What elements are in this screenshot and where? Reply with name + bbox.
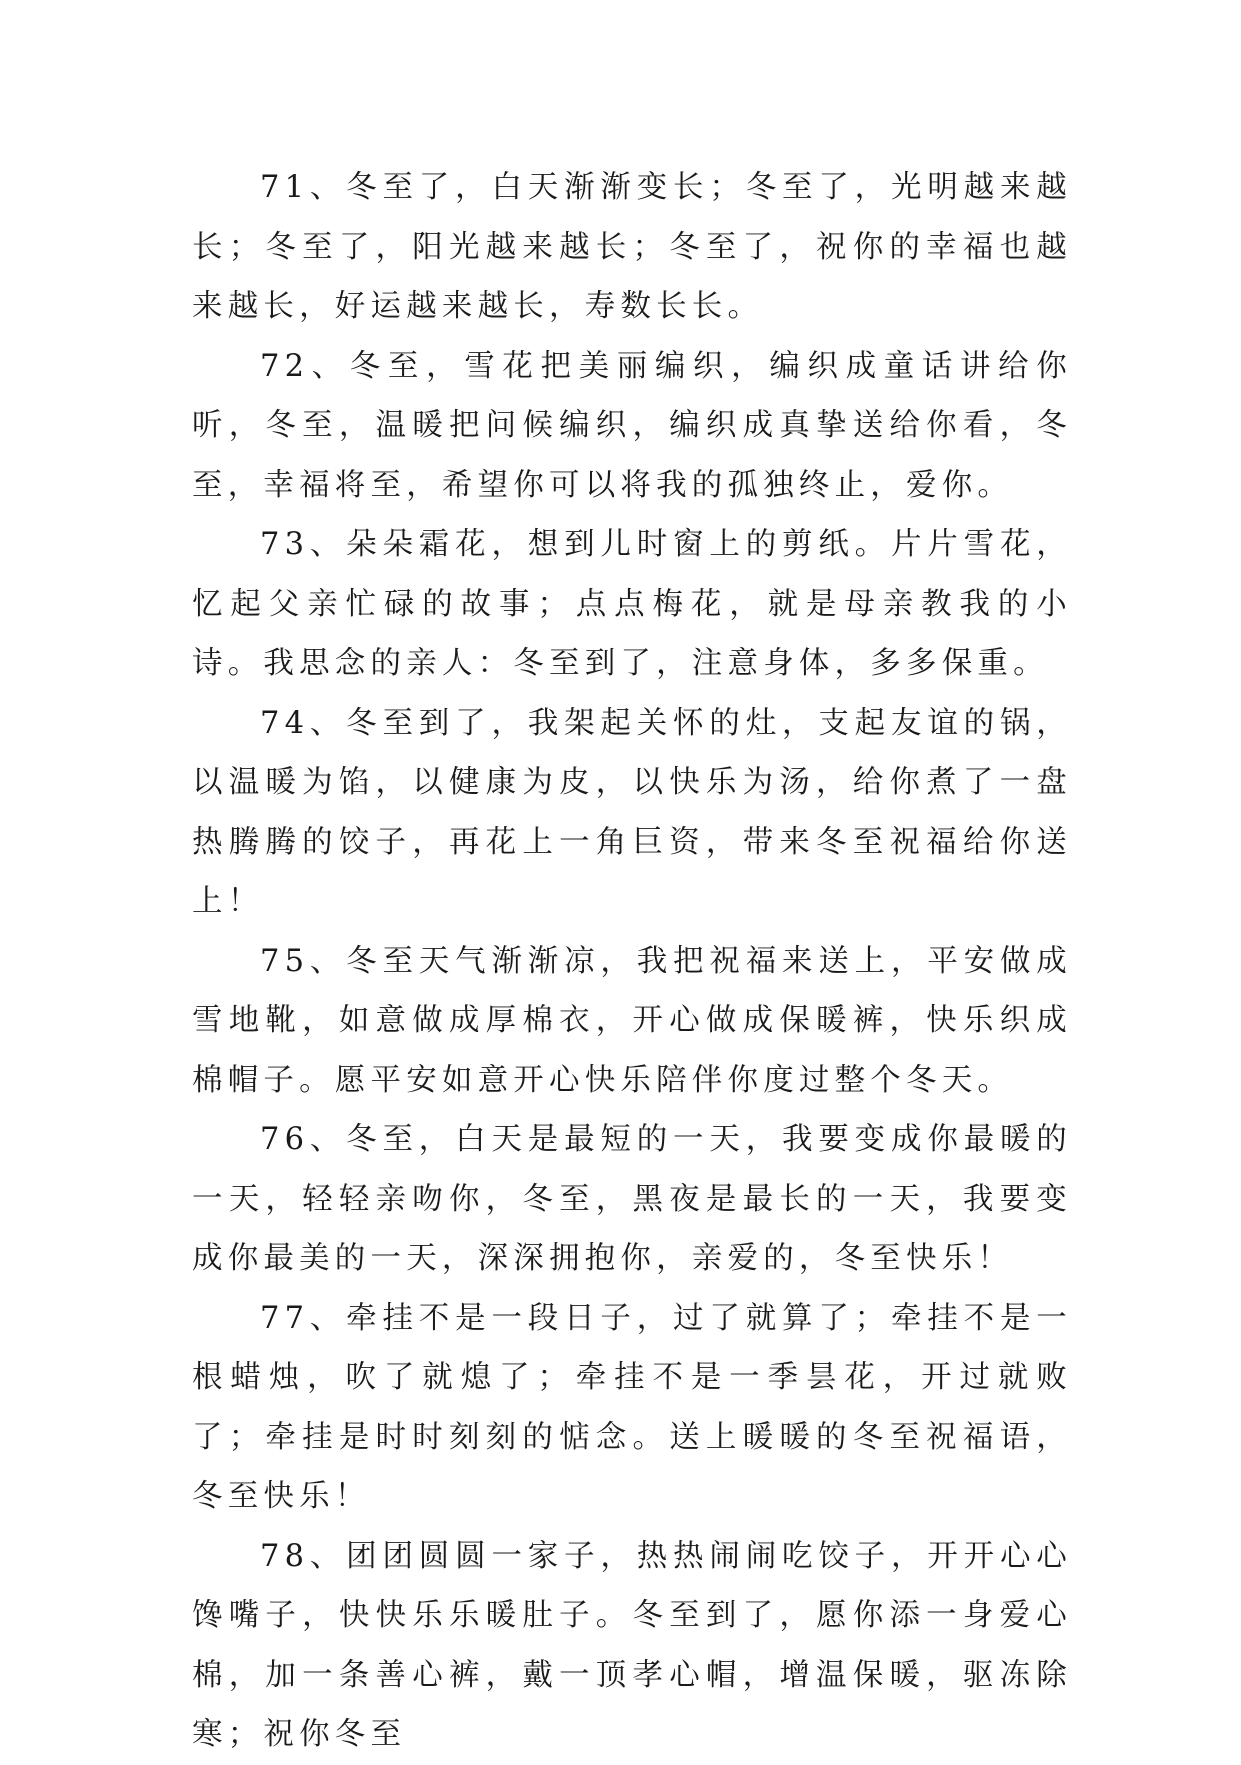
paragraph-76: 76、冬至，白天是最短的一天，我要变成你最暖的一天，轻轻亲吻你，冬至，黑夜是最长的一天，我要变成你最美的一天，深深拥抱你，亲爱的，冬至快乐！ [192, 1122, 1072, 1276]
paragraph-77: 77、牵挂不是一段日子，过了就算了；牵挂不是一根蜡烛，吹了就熄了；牵挂不是一季昙花，开过就败了；牵挂是时时刻刻的惦念。送上暖暖的冬至祝福语，冬至快乐！ [192, 1300, 1072, 1514]
paragraph-71: 71、冬至了，白天渐渐变长；冬至了，光明越来越长；冬至了，阳光越来越长；冬至了，祝你的幸福也越来越长，好运越来越长，寿数长长。 [192, 170, 1072, 324]
paragraph-72: 72、冬至，雪花把美丽编织，编织成童话讲给你听，冬至，温暖把问候编织，编织成真挚送给你看，冬至，幸福将至，希望你可以将我的孤独终止，爱你。 [192, 348, 1072, 503]
paragraph-73: 73、朵朵霜花，想到儿时窗上的剪纸。片片雪花，忆起父亲忙碌的故事；点点梅花，就是母亲教我的小诗。我思念的亲人：冬至到了，注意身体，多多保重。 [192, 527, 1072, 681]
paragraph-75: 75、冬至天气渐渐凉，我把祝福来送上，平安做成雪地靴，如意做成厚棉衣，开心做成保暖裤，快乐织成棉帽子。愿平安如意开心快乐陪伴你度过整个冬天。 [192, 943, 1072, 1098]
document-body [192, 158, 1072, 1765]
paragraph-78: 78、团团圆圆一家子，热热闹闹吃饺子，开开心心馋嘴子，快快乐乐暖肚子。冬至到了，愿你添一身爱心棉，加一条善心裤，戴一顶孝心帽，增温保暖，驱冻除寒；祝你冬至 [192, 1538, 1072, 1752]
paragraph-74: 74、冬至到了，我架起关怀的灶，支起友谊的锅，以温暖为馅，以健康为皮，以快乐为汤，给你煮了一盘热腾腾的饺子，再花上一角巨资，带来冬至祝福给你送上！ [192, 705, 1072, 919]
